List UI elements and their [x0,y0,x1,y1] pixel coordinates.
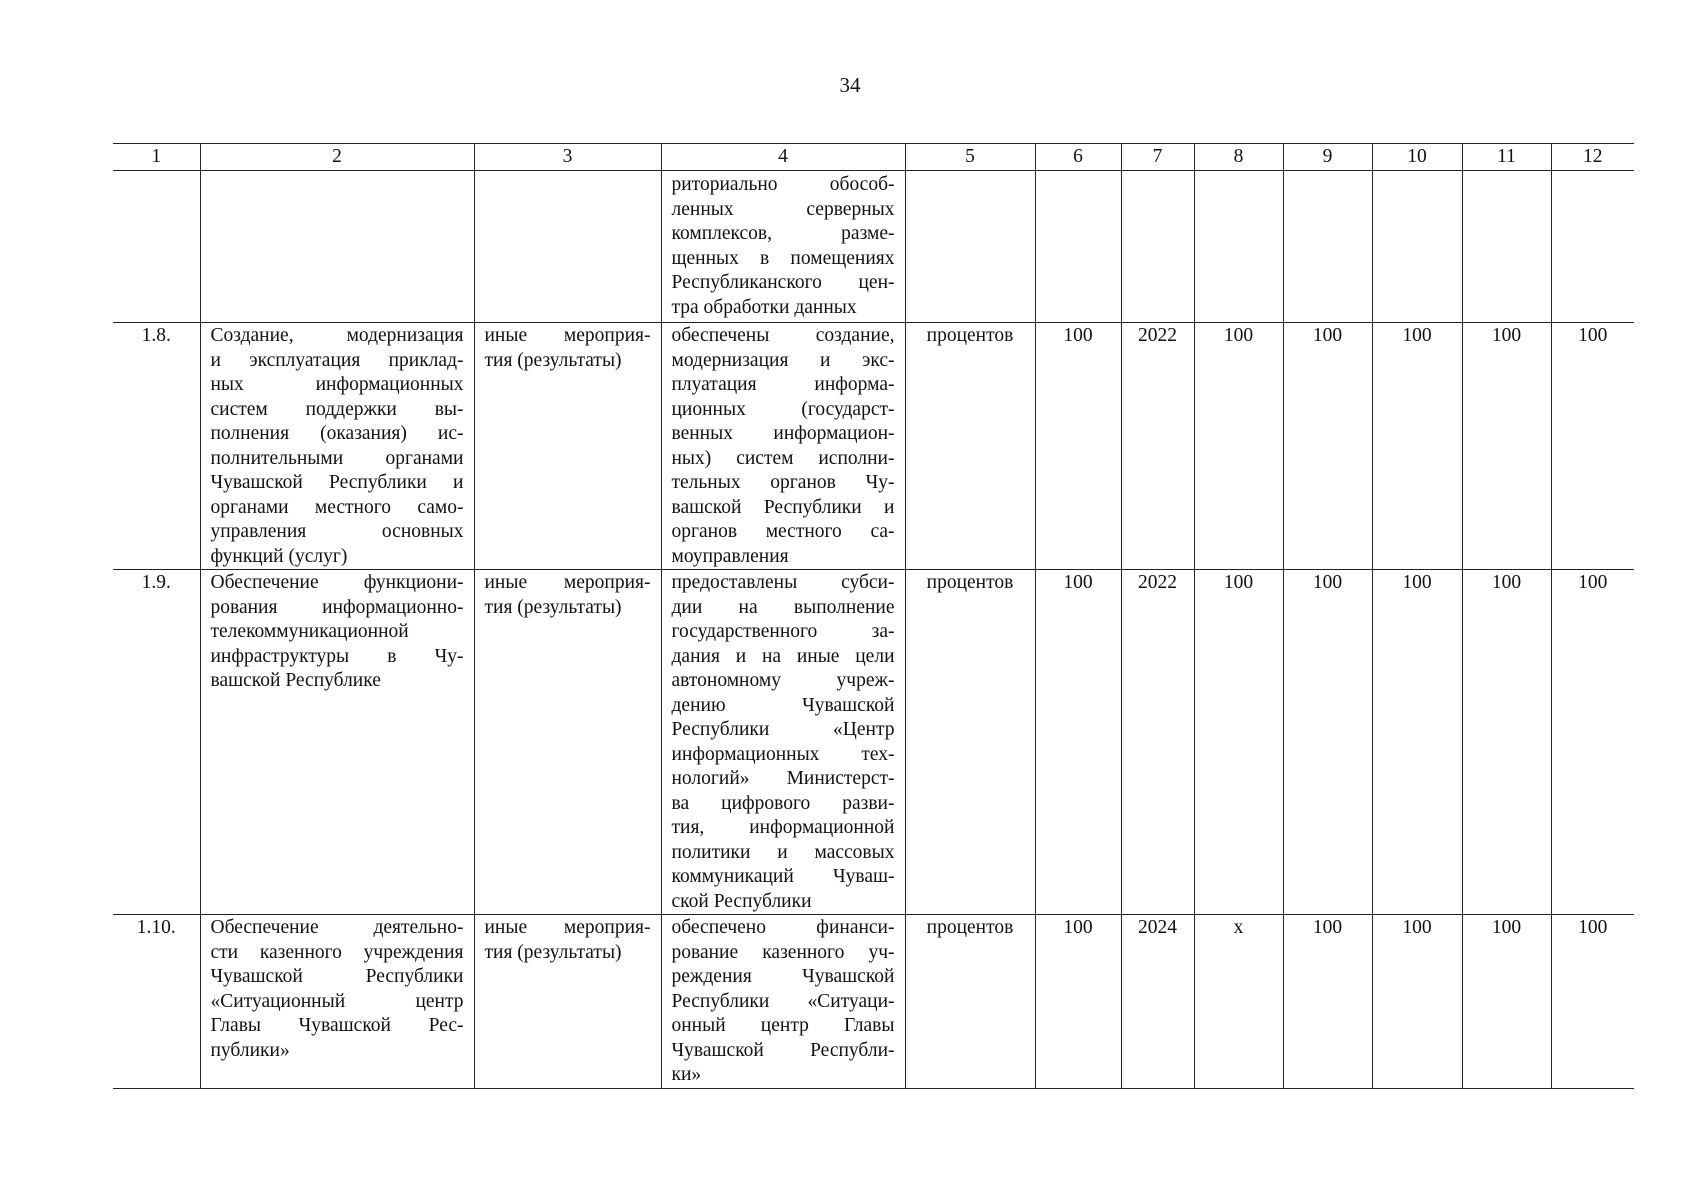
column-header: 10 [1372,144,1462,171]
cell-line: иные мероприя- [484,917,651,938]
cell-line: тия (результаты) [484,941,622,963]
cell-line: государственного за- [671,621,895,642]
event-type [474,570,661,915]
cell-line: сти казенного учреждения [210,941,464,963]
column-header: 12 [1551,144,1634,171]
value-col-11: 100 [1462,323,1551,570]
cell-line: информационных тех- [671,743,895,765]
cell-line: реждения Чувашской [671,966,895,987]
cell-line: органами местного само- [210,496,464,518]
cell-line: нологий» Министерст- [671,768,895,789]
cell-line: риториально обособ- [671,174,895,195]
column-number-row [113,144,1634,171]
unit-of-measure: процентов [905,915,1035,1089]
cell-line: тия (результаты) [484,349,622,371]
column-header: 6 [1035,144,1121,171]
cell-line: полнения (оказания) ис- [210,423,464,444]
cell-line: предоставлены субси- [671,572,895,593]
value-col-9: 100 [1283,915,1372,1089]
cell-line: комплексов, разме- [671,223,895,244]
value-col-11 [1462,171,1551,323]
cell-line: рование казенного уч- [671,941,895,963]
row-number: 1.8. [113,323,200,570]
value-col-12 [1551,171,1634,323]
cell-line: органов местного са- [671,521,895,542]
row-number [113,171,200,323]
cell-line: Обеспечение деятельно- [210,917,464,938]
base-value: 100 [1035,915,1121,1089]
column-header: 5 [905,144,1035,171]
cell-line: Главы Чувашской Рес- [210,1015,464,1036]
cell-line: ных информационных [210,374,464,395]
table-row [113,915,1634,1089]
cell-line: публики» [210,1039,290,1061]
value-col-9 [1283,171,1372,323]
cell-line: обеспечено финанси- [671,917,895,938]
event-type [474,915,661,1089]
value-col-11: 100 [1462,915,1551,1089]
column-header: 7 [1121,144,1194,171]
cell-line: иные мероприя- [484,572,651,593]
unit-of-measure: процентов [905,570,1035,915]
cell-line: управления основных [210,521,464,542]
cell-line: Чувашской Республи- [671,1039,895,1061]
unit-of-measure: процентов [905,323,1035,570]
cell-line: дии на выполнение [671,596,895,618]
value-col-12: 100 [1551,915,1634,1089]
cell-line: автономному учреж- [671,670,895,691]
cell-line: функций (услуг) [210,545,348,567]
value-col-10: 100 [1372,570,1462,915]
unit-of-measure [905,171,1035,323]
cell-line: коммуникаций Чуваш- [671,866,895,887]
base-value [1035,171,1121,323]
cell-line: вашской Республики и [671,496,895,518]
cell-line: систем поддержки вы- [210,398,464,420]
cell-line: Республики «Центр [671,719,895,740]
cell-line: дению Чувашской [671,694,895,716]
cell-line: онный центр Главы [671,1015,895,1036]
column-header: 11 [1462,144,1551,171]
cell-line: тия, информационной [671,817,895,838]
cell-line: тра обработки данных [671,296,857,318]
value-col-9: 100 [1283,323,1372,570]
value-col-8 [1194,171,1283,323]
cell-line: обеспечены создание, [671,325,895,346]
column-header: 1 [113,144,200,171]
base-year: 2022 [1121,570,1194,915]
event-name [200,323,474,570]
cell-line: щенных в помещениях [671,247,895,269]
cell-line: Республики «Ситуаци- [671,990,895,1012]
base-year: 2022 [1121,323,1194,570]
event-name [200,570,474,915]
value-col-8: 100 [1194,570,1283,915]
event-type [474,171,661,323]
cell-line: моуправления [671,545,789,567]
event-type [474,323,661,570]
column-header: 4 [661,144,905,171]
value-col-12: 100 [1551,323,1634,570]
cell-line: «Ситуационный центр [210,990,464,1012]
cell-line: телекоммуникационной [210,621,409,642]
base-value: 100 [1035,323,1121,570]
cell-line: ленных серверных [671,198,895,220]
page-number: 34 [839,73,861,97]
table-row [113,570,1634,915]
result-description [661,570,905,915]
cell-line: и эксплуатация приклад- [210,349,464,371]
value-col-10: 100 [1372,323,1462,570]
cell-line: тельных органов Чу- [671,472,895,493]
cell-line: ционных (государст- [671,398,895,420]
result-description [661,171,905,323]
base-year [1121,171,1194,323]
value-col-8: 100 [1194,323,1283,570]
column-header: 3 [474,144,661,171]
cell-line: венных информацион- [671,423,895,444]
column-header: 8 [1194,144,1283,171]
cell-line: Создание, модернизация [210,325,464,346]
cell-line: дания и на иные цели [671,645,895,667]
row-number: 1.10. [113,915,200,1089]
cell-line: полнительными органами [210,447,464,469]
cell-line: Чувашской Республики [210,966,464,987]
event-name [200,915,474,1089]
cell-line: ской Республики [671,890,812,912]
cell-line: Чувашской Республики и [210,472,464,493]
cell-line: вашской Республике [210,670,381,691]
cell-line: ки» [671,1064,702,1085]
cell-line: инфраструктуры в Чу- [210,645,464,667]
cell-line: политики и массовых [671,841,895,863]
result-description [661,323,905,570]
value-col-10: 100 [1372,915,1462,1089]
cell-line: тия (результаты) [484,596,622,618]
cell-line: модернизация и экс- [671,349,895,371]
table-body [113,171,1634,1089]
table-row [113,323,1634,570]
cell-line: ных) систем исполни- [671,447,895,469]
value-col-10 [1372,171,1462,323]
table-row [113,171,1634,323]
value-col-8: х [1194,915,1283,1089]
event-name [200,171,474,323]
base-value: 100 [1035,570,1121,915]
value-col-11: 100 [1462,570,1551,915]
value-col-9: 100 [1283,570,1372,915]
result-description [661,915,905,1089]
cell-line: плуатация информа- [671,374,895,395]
base-year: 2024 [1121,915,1194,1089]
cell-line: ва цифрового разви- [671,792,895,814]
column-header: 9 [1283,144,1372,171]
cell-line: Обеспечение функциони- [210,572,464,593]
cell-line: Республиканского цен- [671,272,895,293]
cell-line: иные мероприя- [484,325,651,346]
value-col-12: 100 [1551,570,1634,915]
row-number: 1.9. [113,570,200,915]
column-header: 2 [200,144,474,171]
cell-line: рования информационно- [210,596,464,618]
indicators-table [113,143,1634,1089]
